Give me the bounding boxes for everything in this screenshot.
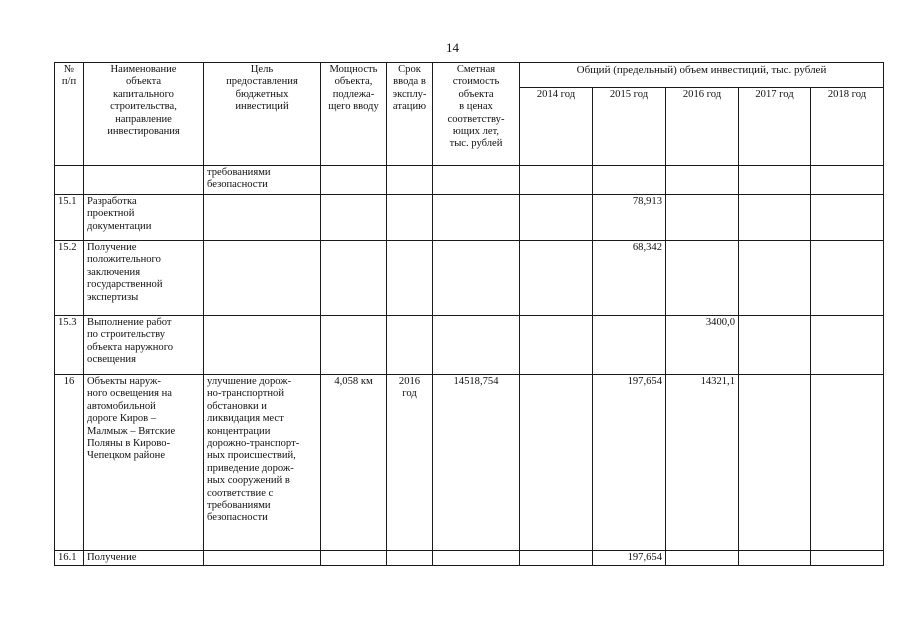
row-name: Получение положительного заключения государственной экспертизы — [84, 241, 204, 316]
row-name — [84, 166, 204, 195]
row-y2014 — [520, 316, 593, 375]
header-term: Срок ввода в эксплу- атацию — [387, 63, 433, 166]
header-num: № п/п — [55, 63, 84, 166]
row-y2014 — [520, 375, 593, 551]
row-y2015 — [593, 316, 666, 375]
row-term — [387, 241, 433, 316]
row-y2016 — [666, 551, 739, 566]
row-term — [387, 316, 433, 375]
row-y2017 — [739, 551, 811, 566]
row-goal — [204, 241, 321, 316]
row-capacity — [321, 241, 387, 316]
row-y2017 — [739, 316, 811, 375]
table-row — [55, 241, 884, 316]
row-goal — [204, 316, 321, 375]
row-name: Разработка проектной документации — [84, 195, 204, 241]
row-cost — [433, 551, 520, 566]
row-num: 16 — [55, 375, 84, 551]
row-num: 15.1 — [55, 195, 84, 241]
row-y2017 — [739, 195, 811, 241]
row-name: Выполнение работ по строительству объекта наружного освещения — [84, 316, 204, 375]
header-investment-group: Общий (предельный) объем инвестиций, тыс. рублей — [520, 63, 884, 88]
row-name: Объекты наруж- ного освещения на автомобильной дороге Киров – Малмыж – Вятские Поляны в Кирово- Чепецком районе — [84, 375, 204, 551]
header-year-2016: 2016 год — [666, 88, 739, 166]
row-y2014 — [520, 551, 593, 566]
row-y2016: 14321,1 — [666, 375, 739, 551]
row-num: 15.3 — [55, 316, 84, 375]
table-row — [55, 316, 884, 375]
table-row — [55, 195, 884, 241]
row-y2018 — [811, 166, 884, 195]
row-capacity — [321, 166, 387, 195]
row-goal — [204, 551, 321, 566]
row-y2017 — [739, 166, 811, 195]
header-name: Наименование объекта капитального строительства, направление инвестирования — [84, 63, 204, 166]
row-goal — [204, 195, 321, 241]
row-y2016 — [666, 241, 739, 316]
row-y2014 — [520, 195, 593, 241]
row-cost: 14518,754 — [433, 375, 520, 551]
row-term — [387, 551, 433, 566]
row-cost — [433, 166, 520, 195]
row-goal: улучшение дорож- но-транспортной обстановки и ликвидация мест концентрации дорожно-транспорт- ных происшествий, приведение дорож- ных сооружений в соответствие с требованиями безопасности — [204, 375, 321, 551]
row-y2016 — [666, 166, 739, 195]
row-name: Получение — [84, 551, 204, 566]
row-y2016: 3400,0 — [666, 316, 739, 375]
row-y2017 — [739, 241, 811, 316]
row-y2015: 197,654 — [593, 375, 666, 551]
header-year-2015: 2015 год — [593, 88, 666, 166]
header-year-2014: 2014 год — [520, 88, 593, 166]
header-goal: Цель предоставления бюджетных инвестиций — [204, 63, 321, 166]
row-y2017 — [739, 375, 811, 551]
row-num — [55, 166, 84, 195]
row-capacity: 4,058 км — [321, 375, 387, 551]
row-y2015: 78,913 — [593, 195, 666, 241]
page-number: 14 — [446, 40, 459, 55]
header-cost: Сметная стоимость объекта в ценах соответству- ющих лет, тыс. рублей — [433, 63, 520, 166]
row-y2015: 68,342 — [593, 241, 666, 316]
row-y2018 — [811, 195, 884, 241]
header-year-2018: 2018 год — [811, 88, 884, 166]
row-y2015 — [593, 166, 666, 195]
row-y2018 — [811, 375, 884, 551]
table-row — [55, 551, 884, 566]
row-term: 2016 год — [387, 375, 433, 551]
row-y2016 — [666, 195, 739, 241]
row-goal: требованиями безопасности — [204, 166, 321, 195]
header-capacity: Мощность объекта, подлежа- щего вводу — [321, 63, 387, 166]
row-cost — [433, 241, 520, 316]
table-row — [55, 375, 884, 551]
table-row — [55, 166, 884, 195]
row-y2018 — [811, 316, 884, 375]
row-y2015: 197,654 — [593, 551, 666, 566]
header-year-2017: 2017 год — [739, 88, 811, 166]
investment-table — [54, 62, 884, 566]
row-cost — [433, 316, 520, 375]
row-term — [387, 166, 433, 195]
row-num: 16.1 — [55, 551, 84, 566]
row-term — [387, 195, 433, 241]
row-capacity — [321, 316, 387, 375]
row-y2018 — [811, 241, 884, 316]
row-capacity — [321, 195, 387, 241]
row-num: 15.2 — [55, 241, 84, 316]
row-capacity — [321, 551, 387, 566]
row-y2014 — [520, 166, 593, 195]
row-y2018 — [811, 551, 884, 566]
row-cost — [433, 195, 520, 241]
row-y2014 — [520, 241, 593, 316]
